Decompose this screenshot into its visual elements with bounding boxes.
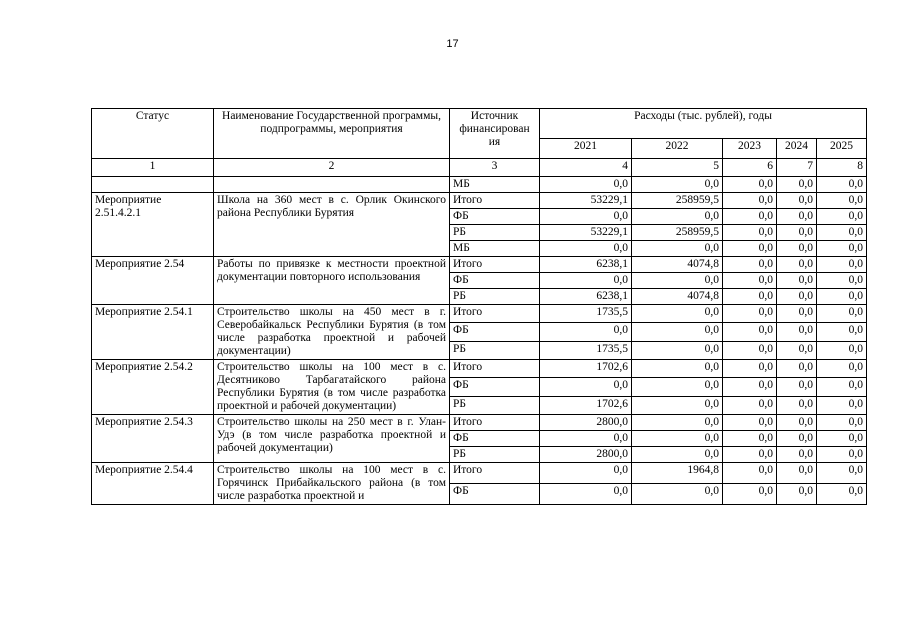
value-cell: 0,0: [540, 323, 632, 341]
activity-name: Школа на 360 мест в с. Орлик Окинского района Республики Бурятия: [214, 193, 450, 257]
table-row: [92, 193, 867, 209]
value-cell: 0,0: [777, 273, 817, 289]
value-cell: 0,0: [817, 273, 867, 289]
value-cell: 6238,1: [540, 289, 632, 305]
table-row: [92, 415, 867, 431]
value-cell: 0,0: [777, 378, 817, 396]
header-year: 2022: [632, 139, 723, 159]
value-cell: 0,0: [777, 257, 817, 273]
value-cell: 0,0: [777, 431, 817, 447]
value-cell: 4074,8: [632, 289, 723, 305]
column-number: 4: [540, 159, 632, 177]
value-cell: 258959,5: [632, 225, 723, 241]
activity-name: Работы по привязке к местности проектной документации повторного использования: [214, 257, 450, 305]
column-number: 7: [777, 159, 817, 177]
value-cell: 2800,0: [540, 447, 632, 463]
value-cell: 0,0: [777, 484, 817, 505]
value-cell: 0,0: [817, 447, 867, 463]
value-cell: 0,0: [817, 323, 867, 341]
header-status: Статус: [92, 109, 214, 159]
header-year: 2025: [817, 139, 867, 159]
value-cell: 0,0: [723, 447, 777, 463]
value-cell: 0,0: [723, 463, 777, 484]
activity-name: Строительство школы на 250 мест в г. Улан-Удэ (в том числе разработка проектной и рабочей документации): [214, 415, 450, 463]
value-cell: 1735,5: [540, 305, 632, 323]
value-cell: 0,0: [777, 305, 817, 323]
source-cell: Итого: [450, 257, 540, 273]
table-row: [92, 305, 867, 323]
source-cell: РБ: [450, 225, 540, 241]
value-cell: 0,0: [723, 177, 777, 193]
value-cell: 0,0: [817, 396, 867, 414]
source-cell: РБ: [450, 341, 540, 359]
source-cell: Итого: [450, 463, 540, 484]
activity-status: Мероприятие 2.54.1: [92, 305, 214, 360]
value-cell: 0,0: [632, 305, 723, 323]
activity-status: Мероприятие 2.54.2: [92, 360, 214, 415]
value-cell: 0,0: [777, 225, 817, 241]
value-cell: 1702,6: [540, 396, 632, 414]
header-name: Наименование Государственной программы, подпрограммы, мероприятия: [214, 109, 450, 159]
value-cell: 0,0: [723, 225, 777, 241]
value-cell: 0,0: [632, 484, 723, 505]
value-cell: 0,0: [632, 378, 723, 396]
table-row: [92, 177, 867, 193]
value-cell: 0,0: [723, 241, 777, 257]
value-cell: 0,0: [777, 241, 817, 257]
value-cell: 53229,1: [540, 193, 632, 209]
value-cell: 0,0: [632, 431, 723, 447]
value-cell: 0,0: [817, 378, 867, 396]
value-cell: 0,0: [540, 209, 632, 225]
value-cell: 0,0: [723, 484, 777, 505]
value-cell: 0,0: [777, 360, 817, 378]
page-number: 17: [446, 38, 459, 50]
value-cell: 0,0: [817, 225, 867, 241]
value-cell: 0,0: [632, 415, 723, 431]
value-cell: 0,0: [540, 177, 632, 193]
activity-status: Мероприятие 2.54.3: [92, 415, 214, 463]
source-cell: Итого: [450, 360, 540, 378]
column-number: 8: [817, 159, 867, 177]
source-cell: Итого: [450, 193, 540, 209]
value-cell: 0,0: [632, 209, 723, 225]
value-cell: 0,0: [540, 241, 632, 257]
column-number: 1: [92, 159, 214, 177]
value-cell: 0,0: [817, 484, 867, 505]
value-cell: 0,0: [632, 177, 723, 193]
value-cell: 0,0: [632, 447, 723, 463]
value-cell: 0,0: [723, 209, 777, 225]
value-cell: 0,0: [632, 341, 723, 359]
value-cell: 0,0: [817, 341, 867, 359]
value-cell: 0,0: [632, 396, 723, 414]
value-cell: 0,0: [632, 241, 723, 257]
value-cell: 0,0: [817, 241, 867, 257]
column-number: 6: [723, 159, 777, 177]
value-cell: 0,0: [777, 289, 817, 305]
value-cell: 0,0: [540, 431, 632, 447]
header-year: 2023: [723, 139, 777, 159]
value-cell: 6238,1: [540, 257, 632, 273]
value-cell: 0,0: [777, 341, 817, 359]
value-cell: 0,0: [723, 289, 777, 305]
value-cell: 0,0: [723, 323, 777, 341]
source-cell: ФБ: [450, 323, 540, 341]
value-cell: 0,0: [777, 193, 817, 209]
value-cell: 0,0: [723, 396, 777, 414]
value-cell: 0,0: [777, 209, 817, 225]
value-cell: 0,0: [817, 360, 867, 378]
value-cell: 0,0: [777, 463, 817, 484]
value-cell: 4074,8: [632, 257, 723, 273]
source-cell: ФБ: [450, 378, 540, 396]
value-cell: 0,0: [777, 415, 817, 431]
value-cell: 0,0: [540, 378, 632, 396]
value-cell: 0,0: [632, 323, 723, 341]
column-number-row: [92, 159, 867, 177]
value-cell: 0,0: [723, 360, 777, 378]
value-cell: 0,0: [777, 447, 817, 463]
budget-table: [91, 108, 867, 505]
header-source: Источник финансирован ия: [450, 109, 540, 159]
activity-name: Строительство школы на 450 мест в г. Северобайкальск Республики Бурятия (в том числе разработка проектной и рабочей документации): [214, 305, 450, 360]
source-cell: МБ: [450, 241, 540, 257]
activity-status: Мероприятие 2.51.4.2.1: [92, 193, 214, 257]
value-cell: 0,0: [723, 305, 777, 323]
source-cell: РБ: [450, 447, 540, 463]
activity-status: Мероприятие 2.54: [92, 257, 214, 305]
header-year: 2024: [777, 139, 817, 159]
value-cell: 0,0: [540, 484, 632, 505]
table-body: [92, 159, 867, 505]
value-cell: 0,0: [817, 431, 867, 447]
column-number: 2: [214, 159, 450, 177]
source-cell: ФБ: [450, 484, 540, 505]
value-cell: 0,0: [723, 431, 777, 447]
source-cell: Итого: [450, 415, 540, 431]
value-cell: 0,0: [723, 378, 777, 396]
value-cell: 0,0: [817, 257, 867, 273]
value-cell: 0,0: [777, 323, 817, 341]
table-row: [92, 360, 867, 378]
value-cell: 0,0: [817, 193, 867, 209]
source-cell: ФБ: [450, 431, 540, 447]
name-cell: [214, 177, 450, 193]
status-cell: [92, 177, 214, 193]
value-cell: 0,0: [777, 177, 817, 193]
value-cell: 0,0: [777, 396, 817, 414]
value-cell: 0,0: [723, 341, 777, 359]
header-year: 2021: [540, 139, 632, 159]
source-cell: Итого: [450, 305, 540, 323]
value-cell: 0,0: [632, 273, 723, 289]
value-cell: 1964,8: [632, 463, 723, 484]
value-cell: 0,0: [723, 257, 777, 273]
value-cell: 0,0: [817, 209, 867, 225]
value-cell: 0,0: [817, 415, 867, 431]
header-expenses: Расходы (тыс. рублей), годы: [540, 109, 867, 139]
table-row: [92, 463, 867, 484]
value-cell: 0,0: [817, 463, 867, 484]
value-cell: 1702,6: [540, 360, 632, 378]
source-cell: РБ: [450, 289, 540, 305]
value-cell: 0,0: [540, 273, 632, 289]
value-cell: 0,0: [817, 289, 867, 305]
table-row: [92, 257, 867, 273]
source-cell: ФБ: [450, 273, 540, 289]
value-cell: 0,0: [723, 415, 777, 431]
activity-name: Строительство школы на 100 мест в с. Десятниково Тарбагатайского района Республики Бурятия (в том числе разработка проектной и рабочей документации): [214, 360, 450, 415]
value-cell: 0,0: [632, 360, 723, 378]
value-cell: 0,0: [540, 463, 632, 484]
source-cell: ФБ: [450, 209, 540, 225]
value-cell: 53229,1: [540, 225, 632, 241]
column-number: 5: [632, 159, 723, 177]
activity-status: Мероприятие 2.54.4: [92, 463, 214, 505]
value-cell: 0,0: [817, 177, 867, 193]
value-cell: 258959,5: [632, 193, 723, 209]
source-cell: РБ: [450, 396, 540, 414]
value-cell: 0,0: [817, 305, 867, 323]
activity-name: Строительство школы на 100 мест в с. Горячинск Прибайкальского района (в том числе разработка проектной и: [214, 463, 450, 505]
value-cell: 0,0: [723, 273, 777, 289]
column-number: 3: [450, 159, 540, 177]
value-cell: 2800,0: [540, 415, 632, 431]
value-cell: 0,0: [723, 193, 777, 209]
source-cell: МБ: [450, 177, 540, 193]
value-cell: 1735,5: [540, 341, 632, 359]
